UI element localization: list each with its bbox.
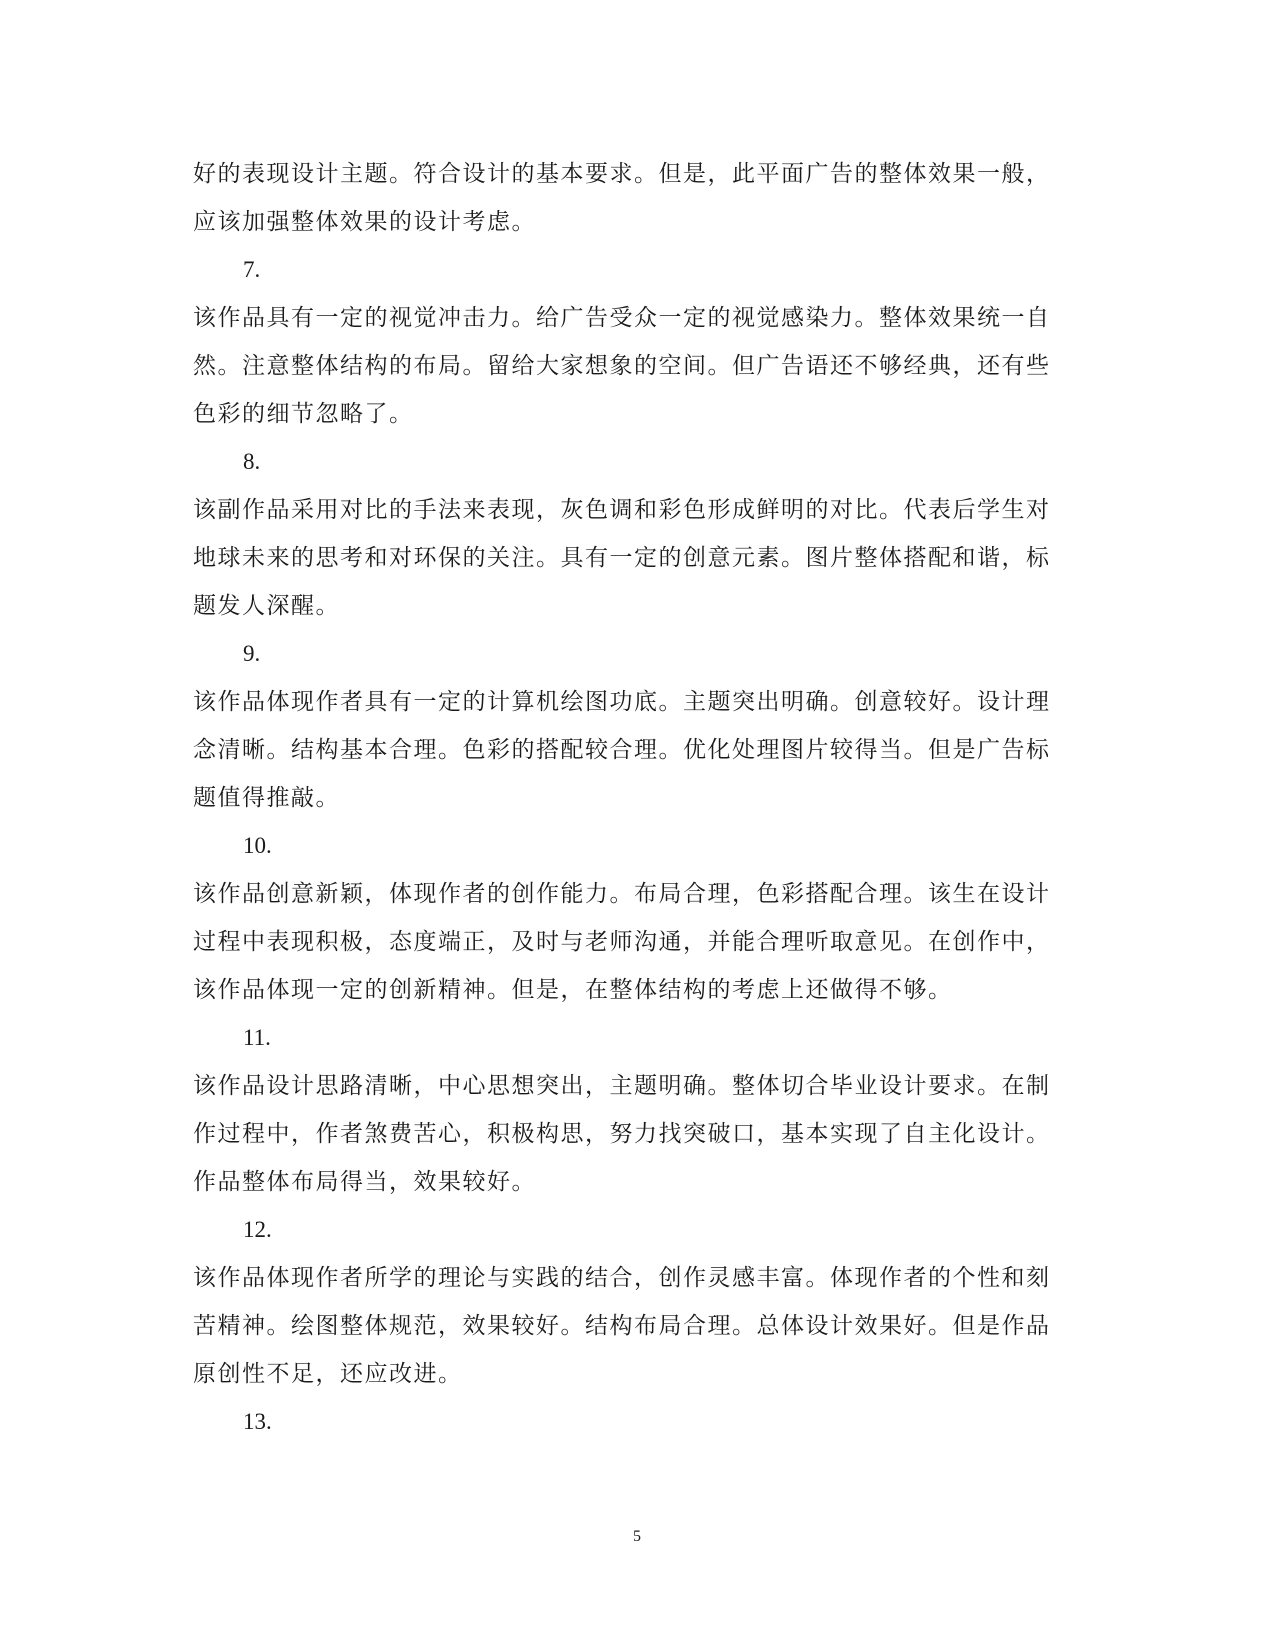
item-number: 7. xyxy=(243,257,261,282)
comment-paragraph xyxy=(193,678,1073,822)
text-line: 色彩的细节忽略了。 xyxy=(193,401,414,427)
comment-paragraph xyxy=(193,486,1073,630)
comment-paragraph xyxy=(193,870,1073,1014)
comment-paragraph xyxy=(193,1062,1073,1206)
comment-paragraph xyxy=(193,1254,1073,1398)
text-line: 该作品创意新颖，体现作者的创作能力。布局合理，色彩搭配合理。该生在设计 xyxy=(193,881,1051,907)
text-line: 该作品具有一定的视觉冲击力。给广告受众一定的视觉感染力。整体效果统一自 xyxy=(193,305,1051,331)
text-line: 该作品体现作者具有一定的计算机绘图功底。主题突出明确。创意较好。设计理 xyxy=(193,689,1051,715)
item-number: 13. xyxy=(243,1409,272,1434)
text-line: 该作品设计思路清晰，中心思想突出，主题明确。整体切合毕业设计要求。在制 xyxy=(193,1073,1051,1099)
text-line: 原创性不足，还应改进。 xyxy=(193,1361,463,1387)
item-number: 8. xyxy=(243,449,261,474)
item-number: 9. xyxy=(243,641,261,666)
text-line: 该副作品采用对比的手法来表现，灰色调和彩色形成鲜明的对比。代表后学生对 xyxy=(193,497,1051,523)
text-line: 作品整体布局得当，效果较好。 xyxy=(193,1169,536,1195)
text-line: 作过程中，作者煞费苦心，积极构思，努力找突破口，基本实现了自主化设计。 xyxy=(193,1121,1051,1147)
text-line: 苦精神。绘图整体规范，效果较好。结构布局合理。总体设计效果好。但是作品 xyxy=(193,1313,1051,1339)
text-line: 题值得推敲。 xyxy=(193,785,340,811)
comment-paragraph xyxy=(193,294,1073,438)
text-line: 好的表现设计主题。符合设计的基本要求。但是，此平面广告的整体效果一般， xyxy=(193,161,1051,187)
item-number: 11. xyxy=(243,1025,271,1050)
text-line: 念清晰。结构基本合理。色彩的搭配较合理。优化处理图片较得当。但是广告标 xyxy=(193,737,1051,763)
text-line: 地球未来的思考和对环保的关注。具有一定的创意元素。图片整体搭配和谐，标 xyxy=(193,545,1051,571)
text-line: 然。注意整体结构的布局。留给大家想象的空间。但广告语还不够经典，还有些 xyxy=(193,353,1051,379)
item-number: 10. xyxy=(243,833,272,858)
text-line: 过程中表现积极，态度端正，及时与老师沟通，并能合理听取意见。在创作中， xyxy=(193,929,1051,955)
comment-paragraph xyxy=(193,150,1073,246)
item-number: 12. xyxy=(243,1217,272,1242)
text-line: 该作品体现作者所学的理论与实践的结合，创作灵感丰富。体现作者的个性和刻 xyxy=(193,1265,1051,1291)
document-body xyxy=(193,150,1073,1446)
page-number: 5 xyxy=(633,1528,641,1545)
text-line: 应该加强整体效果的设计考虑。 xyxy=(193,209,536,235)
text-line: 题发人深醒。 xyxy=(193,593,340,619)
text-line: 该作品体现一定的创新精神。但是，在整体结构的考虑上还做得不够。 xyxy=(193,977,953,1003)
